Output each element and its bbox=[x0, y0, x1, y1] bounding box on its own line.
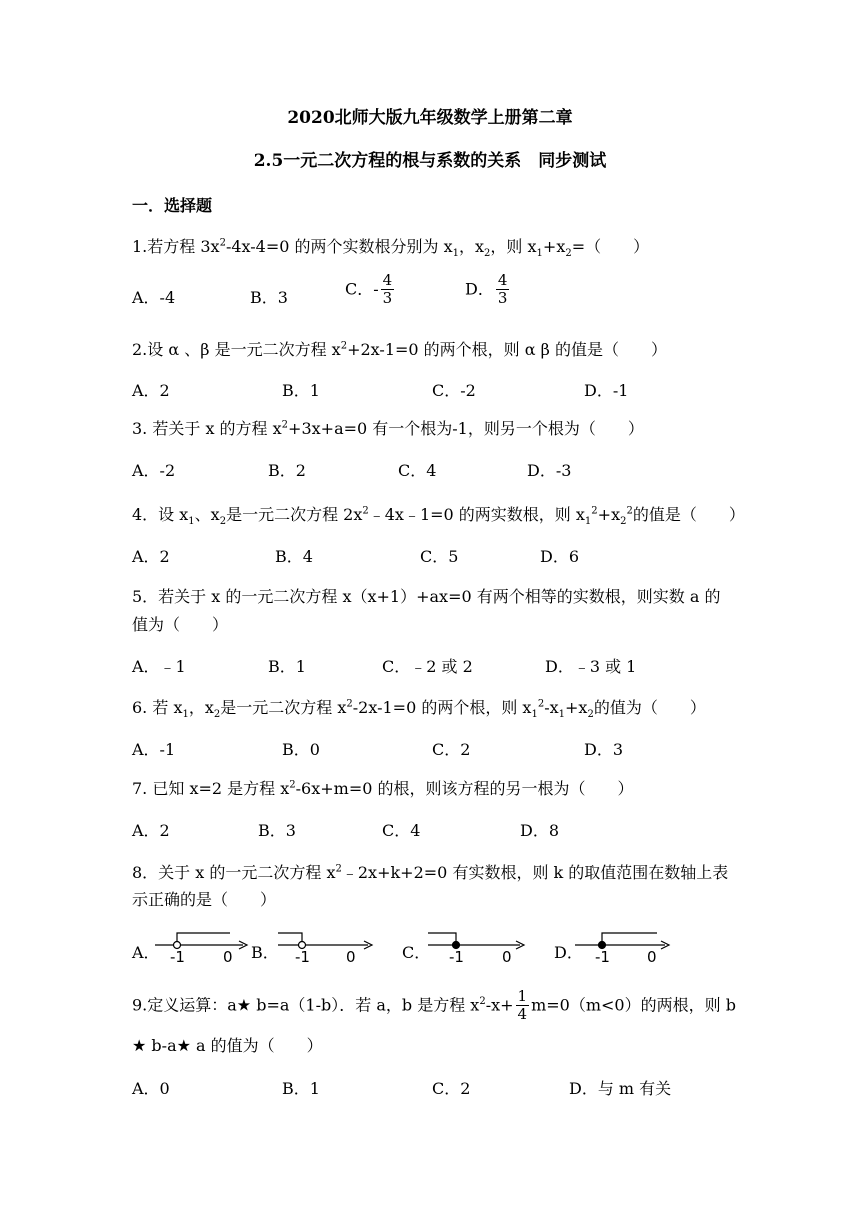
question-9-stem-line-1: 9.定义运算：a★ b=a（1-b）．若 a，b 是方程 $x^2-x+$ $\frac{1}{4}$ m=0（m<0）的两根，则 b bbox=[132, 987, 736, 1024]
question-9-stem-line-2: ★ b-a★ a 的值为（ ） bbox=[132, 1036, 323, 1055]
number-line-b bbox=[278, 925, 378, 969]
tick-label-0: 0 bbox=[647, 948, 657, 966]
question-8-option-b-label: B． bbox=[251, 943, 279, 962]
page-title: 2020北师大版九年级数学上册第二章 bbox=[287, 108, 573, 128]
question-8-option-c-label: C． bbox=[402, 943, 431, 962]
question-1-option-b: B．3 bbox=[250, 288, 288, 307]
question-2-option-a: A．2 bbox=[132, 381, 170, 400]
question-2-option-b: B．1 bbox=[282, 381, 320, 400]
tick-label-neg1: -1 bbox=[595, 948, 610, 966]
question-3-option-d: D．-3 bbox=[527, 461, 572, 480]
question-2-option-c: C．-2 bbox=[432, 381, 476, 400]
question-8-stem-line-1: 8．关于 x 的一元二次方程 $x^2﹣2x+k+2=0$ 有实数根，则 k 的取值范围在数轴上表 bbox=[132, 863, 729, 882]
question-7-option-d: D．8 bbox=[520, 821, 560, 840]
tick-label-0: 0 bbox=[346, 948, 356, 966]
tick-label-neg1: -1 bbox=[170, 948, 185, 966]
page-subtitle: 2.5一元二次方程的根与系数的关系 同步测试 bbox=[253, 151, 607, 171]
question-2-option-d: D．-1 bbox=[584, 381, 629, 400]
question-5-stem-line-1: 5．若关于 x 的一元二次方程 x（x+1）+ax=0 有两个相等的实数根，则实数 a 的 bbox=[132, 587, 721, 606]
question-1-stem: 1.若方程 $3x^2-4x-4=0$ 的两个实数根分别为 $x_1$，$x_2$，则 $x_1+x_2=$（ ） bbox=[132, 237, 650, 260]
question-3-stem: 3. 若关于 x 的方程 $x^2+3x+a=0$ 有一个根为-1，则另一个根为（ ） bbox=[132, 419, 644, 438]
question-8-option-d-label: D． bbox=[554, 943, 583, 962]
question-3-option-b: B．2 bbox=[268, 461, 306, 480]
question-1-option-d: D． $\frac{4}{3}$ bbox=[465, 271, 508, 308]
question-8-stem-line-2: 示正确的是（ ） bbox=[132, 890, 277, 909]
question-3-option-a: A．-2 bbox=[132, 461, 176, 480]
tick-label-0: 0 bbox=[223, 948, 233, 966]
question-2-stem: 2.设 α 、β 是一元二次方程 $x^2+2x-1=0$ 的两个根，则 α β 的值是（ ） bbox=[132, 340, 667, 359]
question-4-option-c: C．5 bbox=[420, 547, 459, 566]
number-line-a bbox=[155, 925, 255, 969]
question-9-option-c: C．2 bbox=[432, 1079, 471, 1098]
question-6-option-d: D．3 bbox=[584, 740, 624, 759]
question-6-option-c: C．2 bbox=[432, 740, 471, 759]
tick-label-0: 0 bbox=[502, 948, 512, 966]
question-1-option-a: A．-4 bbox=[132, 288, 176, 307]
question-9-option-d: D．与 m 有关 bbox=[569, 1079, 672, 1098]
question-7-option-c: C．4 bbox=[382, 821, 421, 840]
question-7-stem: 7. 已知 x=2 是方程 $x^2-6x+m=0$ 的根，则该方程的另一根为（ ） bbox=[132, 779, 634, 798]
question-5-option-c: C．﹣2 或 2 bbox=[382, 657, 473, 676]
question-4-option-b: B．4 bbox=[275, 547, 313, 566]
question-4-stem: 4．设 $x_1$、$x_2$是一元二次方程 $2x^2﹣4x﹣1=0$ 的两实数根，则 $x_1^2+x_2^2$的值是（ ） bbox=[132, 505, 745, 528]
question-6-stem: 6. 若 $x_1$，$x_2$是一元二次方程 $x^2-2x-1=0$ 的两个根，则 $x_1^2-x_1+x_2$的值为（ ） bbox=[132, 698, 706, 721]
question-1-option-c: C．- $\frac{4}{3}$ bbox=[345, 271, 393, 308]
question-5-option-d: D．﹣3 或 1 bbox=[545, 657, 637, 676]
tick-label-neg1: -1 bbox=[295, 948, 310, 966]
tick-label-neg1: -1 bbox=[449, 948, 464, 966]
question-4-option-a: A．2 bbox=[132, 547, 170, 566]
number-line-d bbox=[575, 925, 675, 969]
question-9-option-a: A．0 bbox=[132, 1079, 170, 1098]
question-3-option-c: C．4 bbox=[398, 461, 437, 480]
question-8-option-a-label: A． bbox=[132, 943, 160, 962]
number-line-c bbox=[428, 925, 528, 969]
question-9-option-b: B．1 bbox=[282, 1079, 320, 1098]
question-5-stem-line-2: 值为（ ） bbox=[132, 615, 229, 634]
section-heading: 一．选择题 bbox=[132, 196, 213, 215]
question-6-option-a: A．-1 bbox=[132, 740, 176, 759]
question-4-option-d: D．6 bbox=[540, 547, 580, 566]
question-7-option-b: B．3 bbox=[258, 821, 296, 840]
question-6-option-b: B．0 bbox=[282, 740, 320, 759]
question-5-option-a: A．﹣1 bbox=[132, 657, 186, 676]
question-7-option-a: A．2 bbox=[132, 821, 170, 840]
question-5-option-b: B．1 bbox=[268, 657, 306, 676]
